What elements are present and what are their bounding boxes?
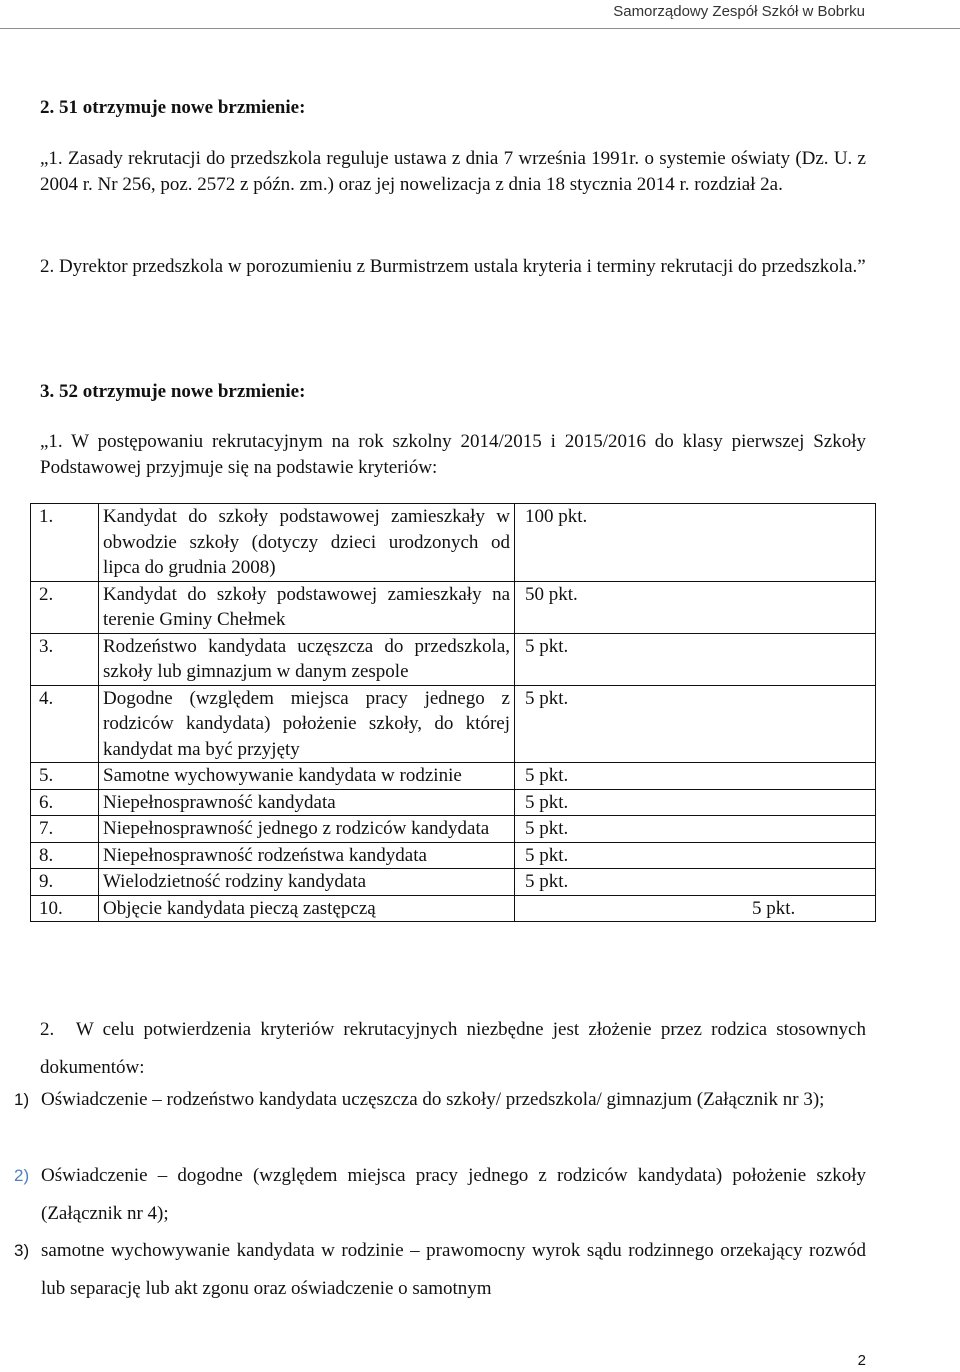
table-row [31, 869, 876, 896]
criterion-points: 50 pkt. [515, 581, 876, 633]
criterion-number: 1. [31, 504, 99, 582]
table-row [31, 789, 876, 816]
criterion-points: 5 pkt. [515, 816, 876, 843]
criterion-text: Niepełnosprawność kandydata [99, 789, 515, 816]
criteria-table [30, 503, 876, 922]
list-item-text: samotne wychowywanie kandydata w rodzinie – prawomocny wyrok sądu rodzinnego orzekający rozwód lub separację lub akt zgonu oraz oświadczenie o samotnym [41, 1240, 866, 1299]
table-row [31, 685, 876, 763]
criterion-text: Objęcie kandydata pieczą zastępczą [99, 895, 515, 922]
criterion-text: Dogodne (względem miejsca pracy jednego z rodziców kandydata) położenie szkoły, do której kandydat ma być przyjęty [99, 685, 515, 763]
criterion-number: 9. [31, 869, 99, 896]
page-header [0, 0, 960, 29]
criterion-number: 6. [31, 789, 99, 816]
table-row [31, 842, 876, 869]
criterion-points: 5 pkt. [515, 842, 876, 869]
list-item-number: 3) [14, 1241, 30, 1260]
criterion-number: 4. [31, 685, 99, 763]
page-number: 2 [857, 1352, 866, 1369]
section-3-paragraph: „1. W postępowaniu rekrutacyjnym na rok szkolny 2014/2015 i 2015/2016 do klasy pierwszej Szkoły Podstawowej przyjmuje się na podstawie kryteriów: [40, 431, 866, 478]
list-item-text: Oświadczenie – rodzeństwo kandydata uczęszcza do szkoły/ przedszkola/ gimnazjum (Załącznik nr 3); [41, 1089, 825, 1110]
criterion-text: Samotne wychowywanie kandydata w rodzinie [99, 763, 515, 790]
table-row [31, 763, 876, 790]
table-row [31, 816, 876, 843]
table-row [31, 581, 876, 633]
table-row [31, 633, 876, 685]
criterion-points: 5 pkt. [515, 633, 876, 685]
criterion-points: 5 pkt. [515, 895, 876, 922]
documents-intro [40, 1011, 866, 1087]
criterion-number: 7. [31, 816, 99, 843]
criterion-points: 100 pkt. [515, 504, 876, 582]
criterion-number: 5. [31, 763, 99, 790]
list-item-number: 1) [14, 1090, 30, 1109]
criterion-number: 3. [31, 633, 99, 685]
section-2-paragraph-2: 2. Dyrektor przedszkola w porozumieniu z Burmistrzem ustala kryteria i terminy rekrutacji do przedszkola.” [40, 256, 866, 277]
criterion-points: 5 pkt. [515, 763, 876, 790]
criterion-number: 10. [31, 895, 99, 922]
criterion-text: Niepełnosprawność rodzeństwa kandydata [99, 842, 515, 869]
criterion-text: Kandydat do szkoły podstawowej zamieszkały w obwodzie szkoły (dotyczy dzieci urodzonych od lipca do grudnia 2008) [99, 504, 515, 582]
criterion-points: 5 pkt. [515, 789, 876, 816]
list-item-number: 2) [14, 1166, 30, 1185]
criterion-number: 2. [31, 581, 99, 633]
header-title: Samorządowy Zespół Szkół w Bobrku [613, 3, 865, 20]
criterion-text: Kandydat do szkoły podstawowej zamieszkały na terenie Gminy Chełmek [99, 581, 515, 633]
table-row [31, 504, 876, 582]
criterion-text: Rodzeństwo kandydata uczęszcza do przedszkola, szkoły lub gimnazjum w danym zespole [99, 633, 515, 685]
criterion-number: 8. [31, 842, 99, 869]
section-2-paragraph-1: „1. Zasady rekrutacji do przedszkola reguluje ustawa z dnia 7 września 1991r. o systemie oświaty (Dz. U. z 2004 r. Nr 256, poz. 2572 z późn. zm.) oraz jej nowelizacja z dnia 18 stycznia 2014 r. rozdział 2a. [40, 148, 866, 195]
criterion-points: 5 pkt. [515, 685, 876, 763]
criterion-points: 5 pkt. [515, 869, 876, 896]
documents-intro-number: 2. [40, 1019, 55, 1040]
section-2-heading: 2. 51 otrzymuje nowe brzmienie: [40, 97, 306, 118]
documents-intro-text: W celu potwierdzenia kryteriów rekrutacyjnych niezbędne jest złożenie przez rodzica stosownych dokumentów: [40, 1019, 866, 1078]
criterion-text: Wielodzietność rodziny kandydata [99, 869, 515, 896]
table-row [31, 895, 876, 922]
criterion-text: Niepełnosprawność jednego z rodziców kandydata [99, 816, 515, 843]
section-3-heading: 3. 52 otrzymuje nowe brzmienie: [40, 381, 306, 402]
list-item-text: Oświadczenie – dogodne (względem miejsca pracy jednego z rodziców kandydata) położenie szkoły (Załącznik nr 4); [41, 1165, 866, 1224]
